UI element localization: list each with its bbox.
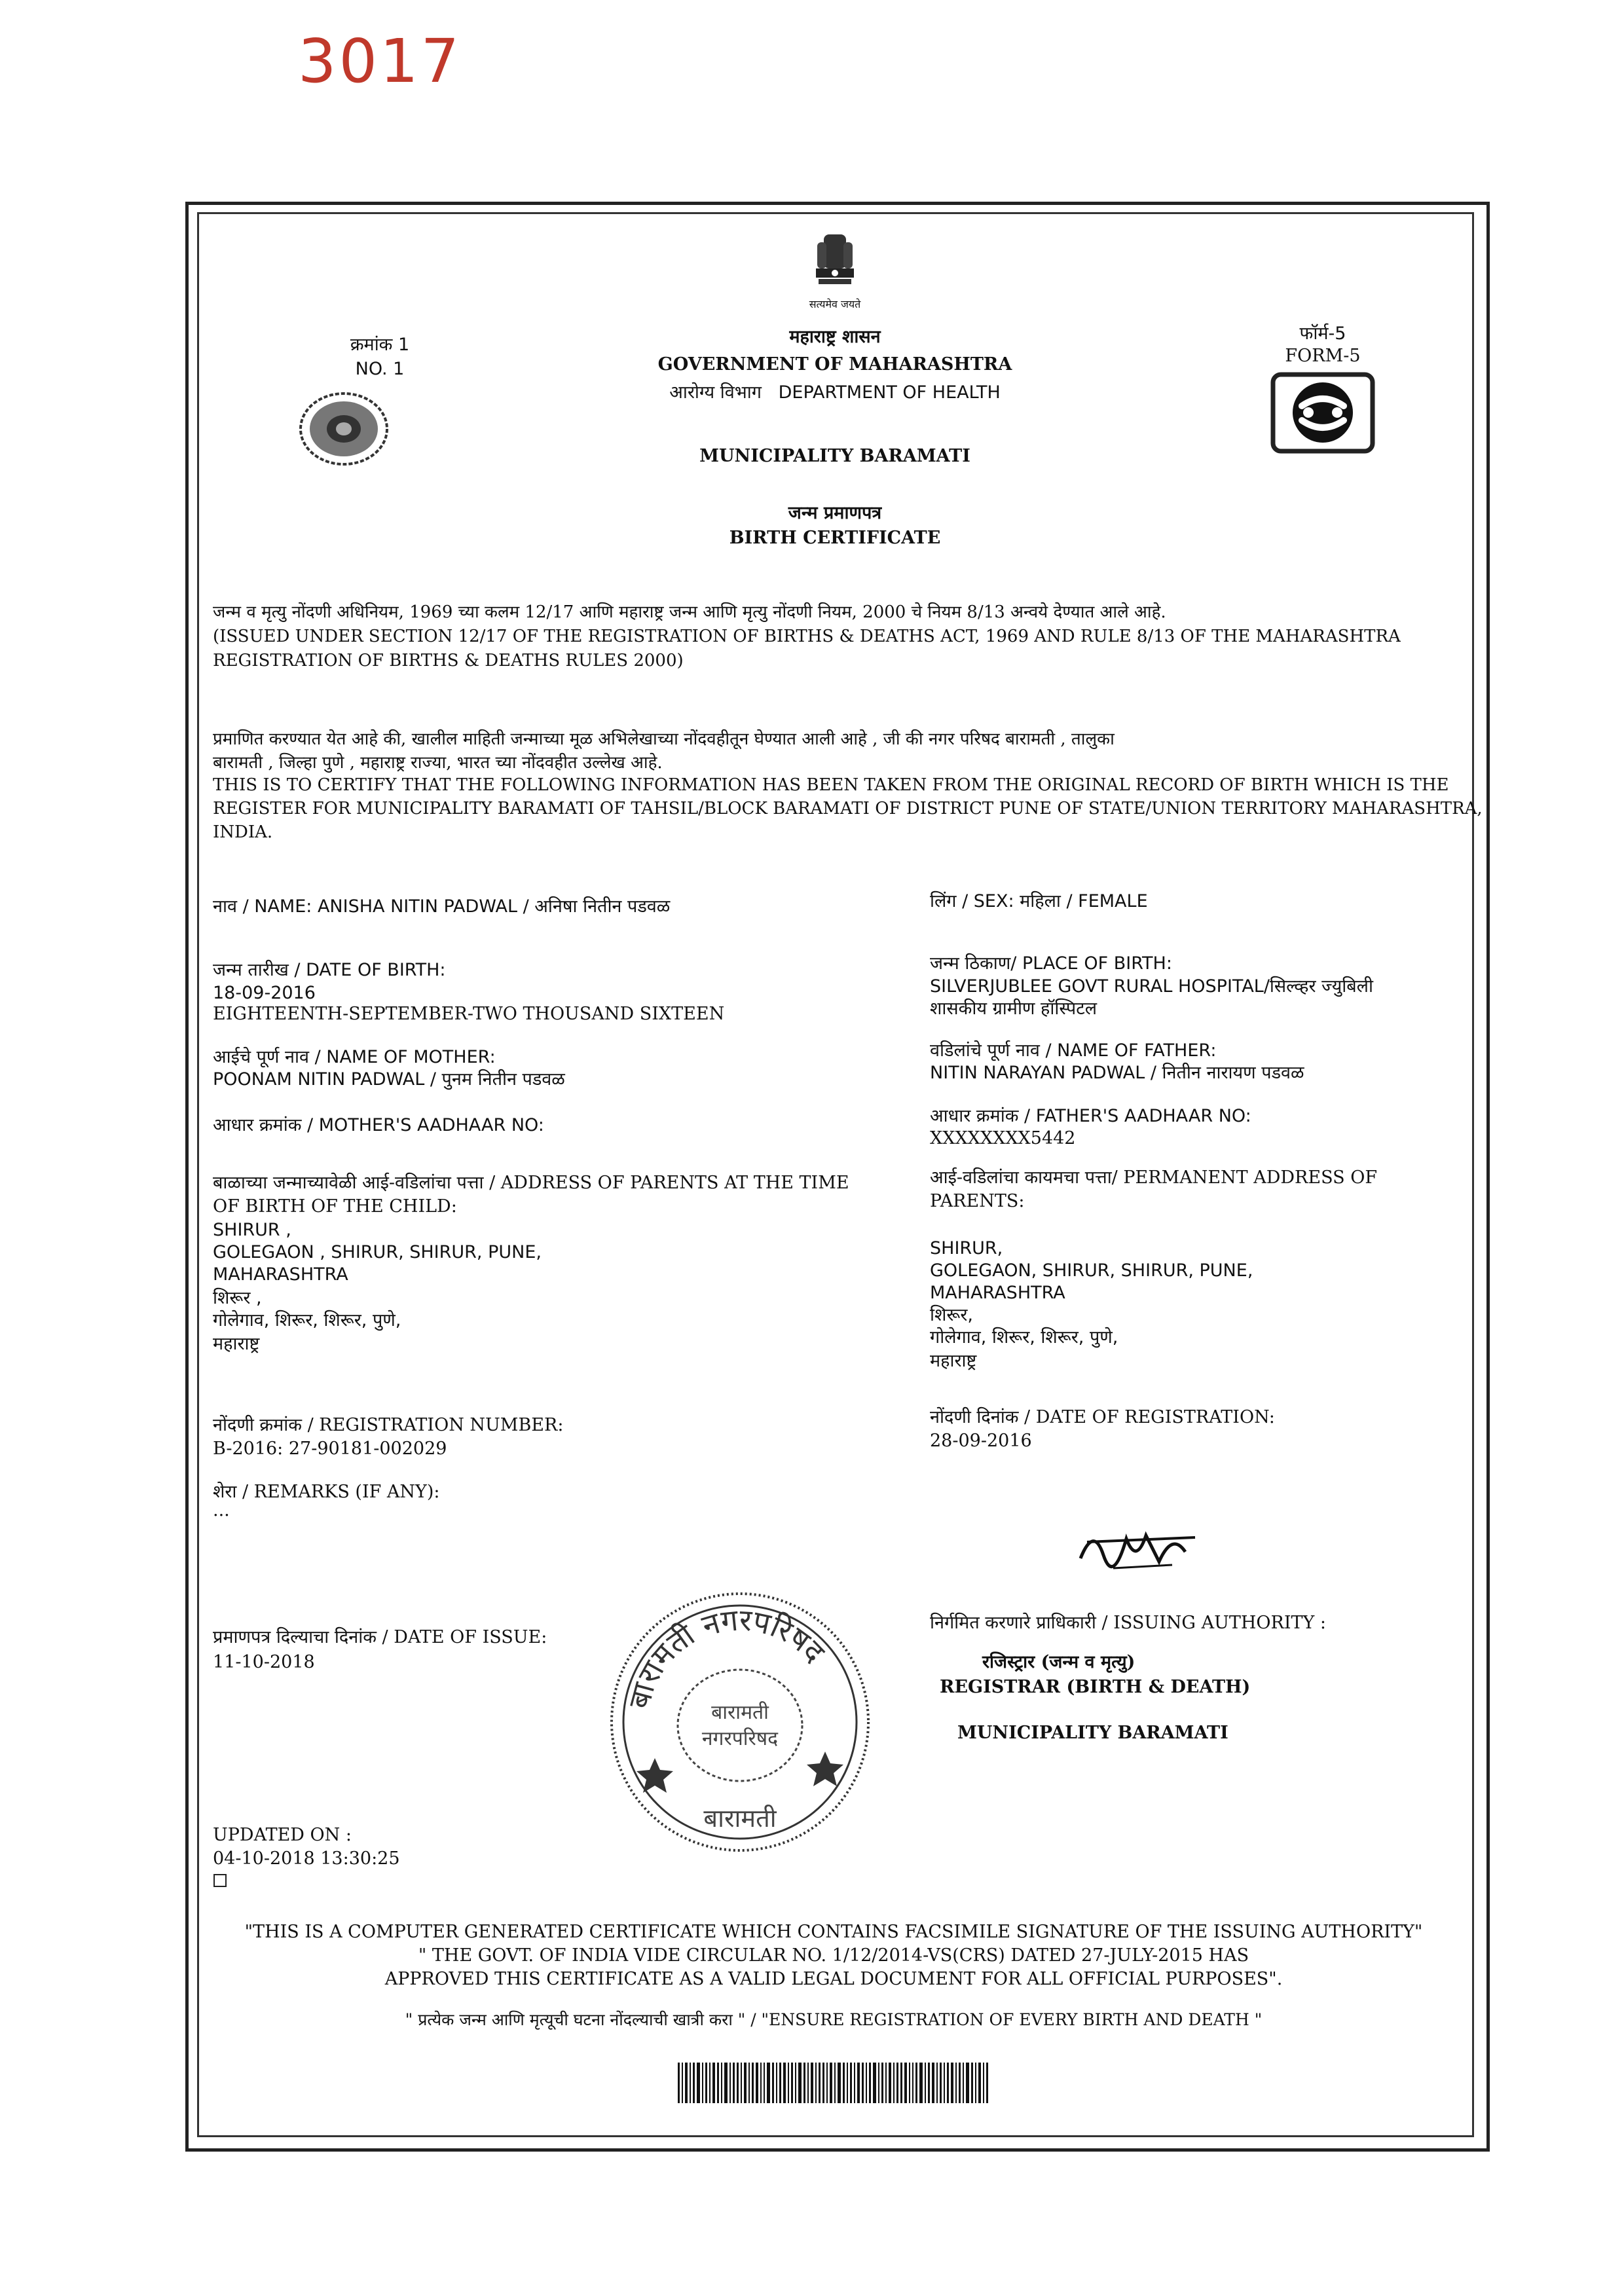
- barcode-bar: [767, 2063, 770, 2103]
- barcode-bar: [951, 2063, 953, 2103]
- sex: लिंग / SEX: महिला / FEMALE: [930, 891, 1148, 911]
- barcode-bar: [690, 2063, 691, 2103]
- certify-english-line2: REGISTER FOR MUNICIPALITY BARAMATI OF TAHSIL/BLOCK BARAMATI OF DISTRICT PUNE OF STATE/UNION TERRITORY MAHARASHTRA,: [213, 799, 1483, 818]
- barcode-bar: [803, 2063, 805, 2103]
- permanent-address-label-line1: आई-वडिलांचा कायमचा पत्ता/ PERMANENT ADDRESS OF: [930, 1167, 1378, 1188]
- dob-in-words: EIGHTEENTH-SEPTEMBER-TWO THOUSAND SIXTEEN: [213, 1004, 725, 1024]
- barcode-bar: [798, 2063, 802, 2103]
- permanent-address-line: गोलेगाव, शिरूर, शिरूर, पुणे,: [930, 1327, 1118, 1348]
- permanent-address-line: GOLEGAON, SHIRUR, SHIRUR, PUNE,: [930, 1260, 1253, 1281]
- barcode-bar: [779, 2063, 781, 2103]
- place-of-birth-line1: SILVERJUBLEE GOVT RURAL HOSPITAL/सिल्व्हर ज्युबिली: [930, 976, 1373, 997]
- barcode-bar: [847, 2063, 848, 2103]
- barcode-bar: [760, 2063, 762, 2103]
- certify-english-line1: THIS IS TO CERTIFY THAT THE FOLLOWING INFORMATION HAS BEEN TAKEN FROM THE ORIGINAL RECORD OF BIRTH WHICH IS THE: [213, 775, 1449, 795]
- birth-address-line: शिरूर ,: [213, 1288, 262, 1308]
- updated-on-label: UPDATED ON :: [213, 1825, 352, 1845]
- barcode-bar: [783, 2063, 786, 2103]
- barcode-bar: [885, 2063, 887, 2103]
- permanent-address-line: महाराष्ट्र: [930, 1351, 977, 1371]
- birth-address-line: SHIRUR ,: [213, 1220, 291, 1240]
- barcode-bar: [940, 2063, 942, 2103]
- emblem-motto: सत्यमेव जयते: [809, 298, 861, 310]
- barcode-bar: [896, 2063, 898, 2103]
- barcode-bar: [685, 2063, 688, 2103]
- registration-date-label: नोंदणी दिनांक / DATE OF REGISTRATION:: [930, 1407, 1275, 1427]
- barcode-bar: [862, 2063, 864, 2103]
- barcode-bar: [776, 2063, 777, 2103]
- issued-under-english-line1: (ISSUED UNDER SECTION 12/17 OF THE REGISTRATION OF BIRTHS & DEATHS ACT, 1969 AND RULE 8/13 OF THE MAHARASHTRA: [213, 627, 1401, 646]
- certificate-title-marathi: जन्म प्रमाणपत्र: [788, 503, 882, 523]
- barcode-bar: [721, 2063, 722, 2103]
- stamp-center-line1: बारामती: [711, 1701, 769, 1724]
- permanent-address-line: MAHARASHTRA: [930, 1283, 1065, 1303]
- form-number-marathi: फॉर्म-5: [1299, 323, 1346, 344]
- barcode-bar: [947, 2063, 949, 2103]
- registration-date-value: 28-09-2016: [930, 1431, 1032, 1451]
- barcode-bar: [854, 2063, 855, 2103]
- barcode-bar: [971, 2063, 973, 2103]
- serial-number-english: NO. 1: [355, 359, 405, 379]
- barcode-bar: [741, 2063, 742, 2103]
- barcode-bar: [838, 2063, 841, 2103]
- footer-govt-circular-note: " THE GOVT. OF INDIA VIDE CIRCULAR NO. 1/12/2014-VS(CRS) DATED 27-JULY-2015 HAS: [418, 1945, 1249, 1966]
- permanent-address-label-line2: PARENTS:: [930, 1191, 1025, 1211]
- registration-number-label: नोंदणी क्रमांक / REGISTRATION NUMBER:: [213, 1415, 564, 1435]
- birth-address-label-line1: बाळाच्या जन्माच्यावेळी आई-वडिलांचा पत्ता / ADDRESS OF PARENTS AT THE TIME: [213, 1173, 849, 1193]
- footer-computer-generated-note: "THIS IS A COMPUTER GENERATED CERTIFICATE WHICH CONTAINS FACSIMILE SIGNATURE OF THE ISSUING AUTHORITY": [244, 1922, 1423, 1942]
- updated-on-value: 04-10-2018 13:30:25: [213, 1848, 400, 1869]
- maharashtra-seal-icon: [298, 390, 390, 468]
- barcode-bar: [830, 2063, 832, 2103]
- barcode-bar: [881, 2063, 883, 2103]
- barcode-bar: [744, 2063, 747, 2103]
- barcode-bar: [682, 2063, 683, 2103]
- serial-number-marathi: क्रमांक 1: [350, 335, 410, 355]
- barcode-bar: [678, 2063, 680, 2103]
- mother-name-label: आईचे पूर्ण नाव / NAME OF MOTHER:: [213, 1047, 496, 1067]
- birth-address-label-line2: OF BIRTH OF THE CHILD:: [213, 1196, 457, 1217]
- place-of-birth-line2: शासकीय ग्रामीण हॉस्पिटल: [930, 999, 1098, 1019]
- barcode-bar: [795, 2063, 796, 2103]
- barcode-bar: [843, 2063, 845, 2103]
- barcode-bar: [729, 2063, 731, 2103]
- mother-name-value: POONAM NITIN PADWAL / पुनम नितीन पडवळ: [213, 1069, 565, 1090]
- barcode-bar: [791, 2063, 793, 2103]
- certify-english-line3: INDIA.: [213, 822, 273, 842]
- barcode-bar: [928, 2063, 930, 2103]
- department-line: [589, 382, 1080, 404]
- barcode-bar: [955, 2063, 957, 2103]
- barcode-bar: [717, 2063, 719, 2103]
- registrar-title-english: REGISTRAR (BIRTH & DEATH): [940, 1677, 1251, 1697]
- stamp-star-right: [807, 1752, 843, 1786]
- barcode-bar: [697, 2063, 700, 2103]
- father-aadhaar-label: आधार क्रमांक / FATHER'S AADHAAR NO:: [930, 1106, 1251, 1126]
- issued-under-marathi: जन्म व मृत्यु नोंदणी अधिनियम, 1969 च्या कलम 12/17 आणि महाराष्ट्र जन्म आणि मृत्यु नोंदणी नियम, 2000 चे नियम 8/13 अन्वये देण्यात आले आहे.: [213, 602, 1166, 622]
- registrar-office: MUNICIPALITY BARAMATI: [957, 1723, 1228, 1743]
- barcode-bar: [702, 2063, 703, 2103]
- barcode-bar: [932, 2063, 934, 2103]
- barcode-bar: [788, 2063, 789, 2103]
- barcode-bar: [748, 2063, 750, 2103]
- barcode-bar: [866, 2063, 867, 2103]
- department-marathi: आरोग्य विभाग: [669, 382, 762, 403]
- govt-title-english: GOVERNMENT OF MAHARASHTRA: [657, 354, 1012, 375]
- barcode-bar: [705, 2063, 707, 2103]
- footer-valid-document-note: APPROVED THIS CERTIFICATE AS A VALID LEGAL DOCUMENT FOR ALL OFFICIAL PURPOSES".: [384, 1969, 1283, 1989]
- barcode-bar: [869, 2063, 871, 2103]
- stamp-center-line2: नगरपरिषद: [701, 1727, 779, 1750]
- certify-marathi-line2: बारामती , जिल्हा पुणे , महाराष्ट्र राज्या, भारत च्या नोंदवहीत उल्लेख आहे.: [213, 753, 663, 773]
- barcode-bar: [904, 2063, 907, 2103]
- birth-address-line: गोलेगाव, शिरूर, शिरूर, पुणे,: [213, 1310, 401, 1331]
- barcode-bar: [915, 2063, 917, 2103]
- barcode-bar: [764, 2063, 765, 2103]
- barcode-bar: [822, 2063, 824, 2103]
- barcode-bar: [878, 2063, 879, 2103]
- health-department-logo-icon: [1270, 372, 1375, 454]
- birth-address-line: MAHARASHTRA: [213, 1264, 348, 1285]
- barcode-bar: [737, 2063, 739, 2103]
- barcode-bar: [944, 2063, 945, 2103]
- barcode-bar: [709, 2063, 710, 2103]
- barcode-bar: [925, 2063, 926, 2103]
- barcode-bar: [986, 2063, 988, 2103]
- barcode-bar: [912, 2063, 913, 2103]
- barcode-bar: [959, 2063, 961, 2103]
- barcode-bar: [811, 2063, 813, 2103]
- birth-address-line: महाराष्ट्र: [213, 1334, 260, 1354]
- issued-under-english-line2: REGISTRATION OF BIRTHS & DEATHS RULES 2000): [213, 651, 684, 670]
- barcode-bar: [752, 2063, 754, 2103]
- father-aadhaar-value: XXXXXXXX5442: [930, 1128, 1076, 1148]
- registrar-title-marathi: रजिस्ट्रार (जन्म व मृत्यु): [982, 1652, 1135, 1672]
- barcode-bar: [850, 2063, 852, 2103]
- barcode-bar: [966, 2063, 969, 2103]
- stamp-ring-text: बारामती नगरपरिषद: [621, 1602, 832, 1713]
- govt-title-marathi: महाराष्ट्र शासन: [789, 327, 881, 347]
- place-of-birth-label: जन्म ठिकाण/ PLACE OF BIRTH:: [930, 953, 1172, 974]
- municipality-name: MUNICIPALITY BARAMATI: [699, 446, 970, 466]
- permanent-address-line: शिरूर,: [930, 1305, 973, 1325]
- barcode-bar: [819, 2063, 821, 2103]
- barcode-bar: [834, 2063, 836, 2103]
- remarks-label: शेरा / REMARKS (IF ANY):: [213, 1482, 440, 1502]
- footer-ensure-registration-note: " प्रत्येक जन्म आणि मृत्यूची घटना नोंदल्याची खात्री करा " / "ENSURE REGISTRATION OF EVERY BIRTH AND DEATH ": [405, 2010, 1263, 2029]
- issue-date-value: 11-10-2018: [213, 1652, 315, 1672]
- barcode-bar: [826, 2063, 828, 2103]
- barcode-bar: [983, 2063, 984, 2103]
- barcode-bar: [857, 2063, 860, 2103]
- barcode-bar: [963, 2063, 964, 2103]
- form-number-english: FORM-5: [1285, 346, 1361, 366]
- certificate-title-english: BIRTH CERTIFICATE: [729, 528, 941, 548]
- barcode-bar: [893, 2063, 895, 2103]
- barcode-bar: [756, 2063, 758, 2103]
- permanent-address-line: SHIRUR,: [930, 1238, 1003, 1258]
- barcode-bar: [919, 2063, 923, 2103]
- registrar-signature-icon: [1074, 1513, 1205, 1578]
- barcode-bar: [873, 2063, 876, 2103]
- municipal-council-stamp-icon: [602, 1585, 877, 1860]
- mother-aadhaar-label: आधार क्रमांक / MOTHER'S AADHAAR NO:: [213, 1115, 544, 1135]
- dob-label: जन्म तारीख / DATE OF BIRTH:: [213, 960, 446, 980]
- issuing-authority-label: निर्गमित करणारे प्राधिकारी / ISSUING AUTHORITY :: [930, 1613, 1327, 1633]
- birth-address-line: GOLEGAON , SHIRUR, SHIRUR, PUNE,: [213, 1242, 542, 1262]
- handwritten-file-number: 3017: [298, 26, 462, 96]
- father-name-label: वडिलांचे पूर्ण नाव / NAME OF FATHER:: [930, 1040, 1217, 1061]
- barcode-bar: [889, 2063, 891, 2103]
- certificate-barcode: [678, 2063, 1018, 2103]
- barcode-bar: [724, 2063, 728, 2103]
- issue-date-label: प्रमाणपत्र दिल्याचा दिनांक / DATE OF ISSUE:: [213, 1627, 547, 1647]
- father-name-value: NITIN NARAYAN PADWAL / नितीन नारायण पडवळ: [930, 1063, 1304, 1083]
- dob-value: 18-09-2016: [213, 983, 316, 1003]
- barcode-bar: [975, 2063, 976, 2103]
- remarks-value: ...: [213, 1500, 230, 1520]
- barcode-bar: [900, 2063, 902, 2103]
- barcode-bar: [909, 2063, 910, 2103]
- barcode-bar: [712, 2063, 715, 2103]
- barcode-bar: [815, 2063, 817, 2103]
- barcode-bar: [772, 2063, 774, 2103]
- barcode-bar: [978, 2063, 981, 2103]
- registration-number-value: B-2016: 27-90181-002029: [213, 1439, 447, 1459]
- barcode-bar: [936, 2063, 938, 2103]
- certify-marathi-line1: प्रमाणित करण्यात येत आहे की, खालील माहिती जन्माच्या मूळ अभिलेखाच्या नोंदवहीतून घेण्यात आली आहे , जी की नगर परिषद बारामती , तालुका: [213, 729, 1115, 749]
- barcode-bar: [693, 2063, 695, 2103]
- stamp-bottom-text: बारामती: [703, 1804, 777, 1833]
- stamp-star-left: [637, 1758, 673, 1793]
- department-english: DEPARTMENT OF HEALTH: [778, 382, 1001, 403]
- updated-checkbox-icon: [213, 1874, 227, 1887]
- barcode-bar: [733, 2063, 735, 2103]
- child-name: नाव / NAME: ANISHA NITIN PADWAL / अनिषा नितीन पडवळ: [213, 896, 671, 917]
- barcode-bar: [807, 2063, 809, 2103]
